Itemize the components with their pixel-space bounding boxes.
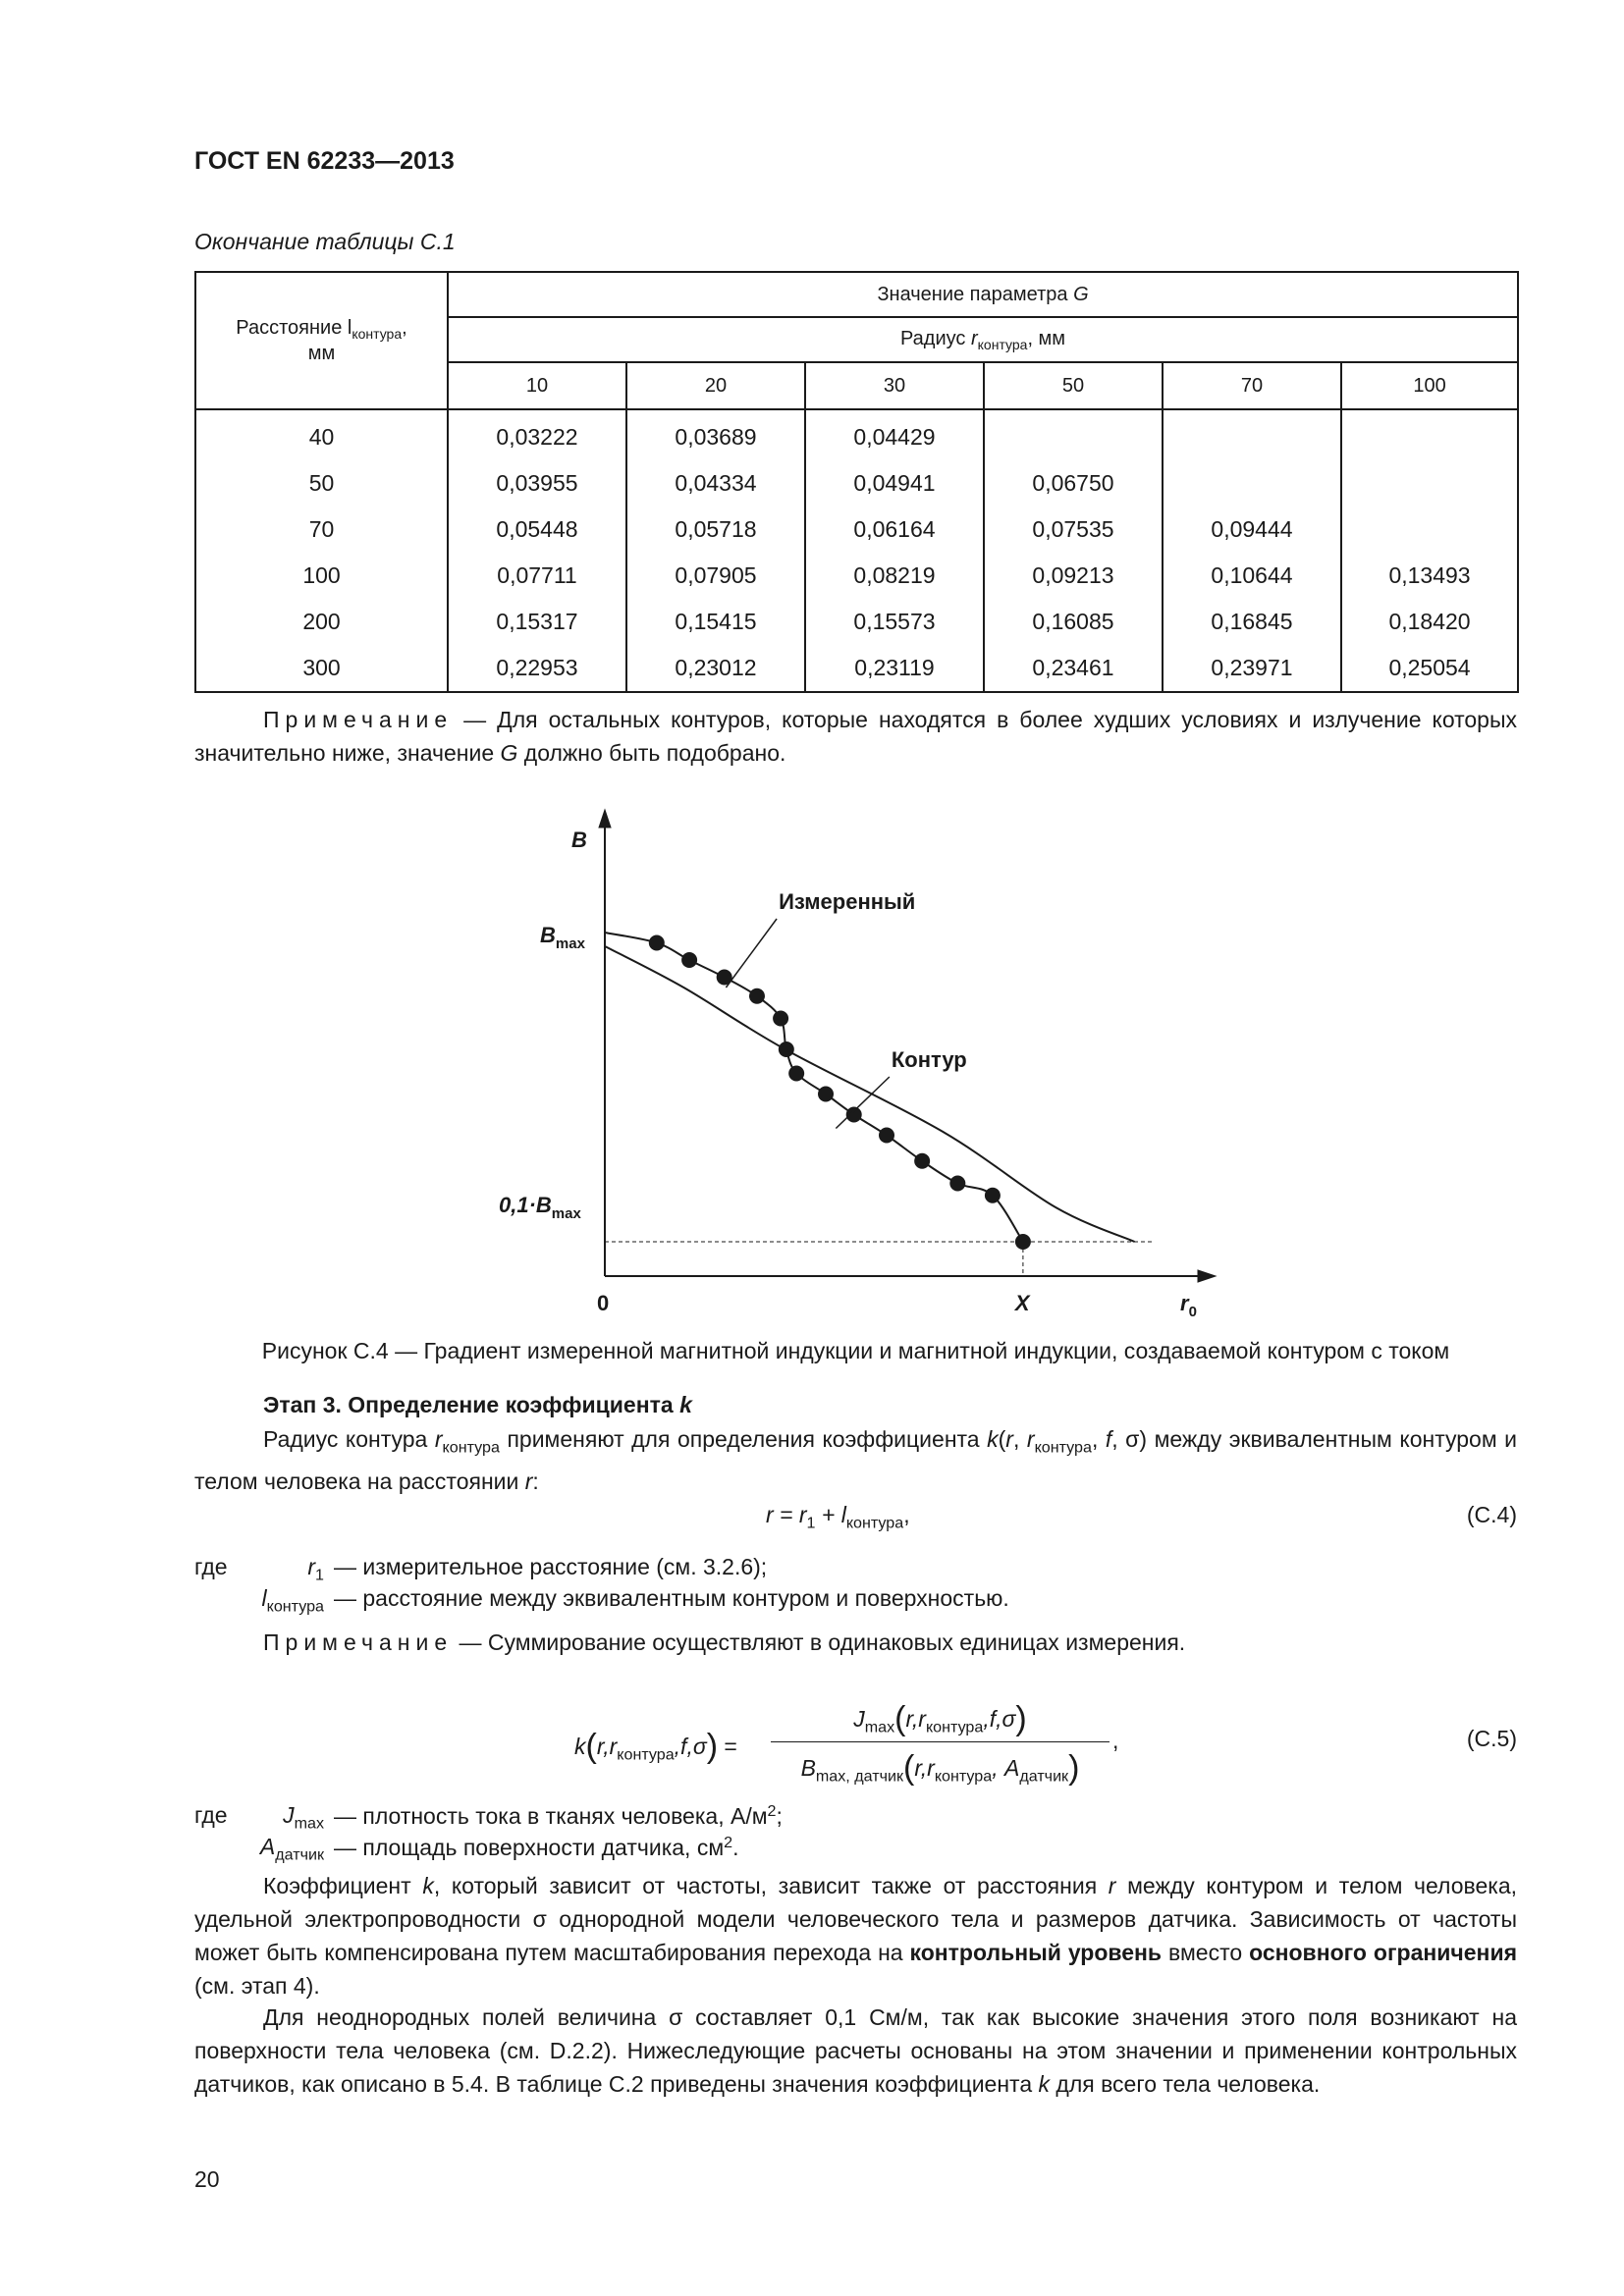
value-cell: 0,23971 (1163, 645, 1341, 692)
x-mark-label: X (1014, 1291, 1030, 1315)
summation-note: Примечание — Суммирование осуществляют в одинаковых единицах измерения. (263, 1629, 1186, 1655)
where-term-r1: $r_1$ (307, 1554, 324, 1584)
eq5-comma: , (1112, 1728, 1119, 1753)
where-def-l-contour: — расстояние между эквивалентным контуром и поверхностью. (334, 1585, 1009, 1611)
equation-c5 (574, 1700, 1183, 1787)
where-def-a-sensor: — площадь поверхности датчика, $см^2$. (334, 1834, 739, 1861)
value-cell (1163, 460, 1341, 507)
y-tick-bmax: $B_{max}$ (540, 923, 585, 952)
value-cell: 0,15317 (448, 599, 626, 645)
y-axis-label: B (571, 828, 587, 852)
value-cell (1341, 460, 1518, 507)
where-term-l-contour: $l_{контура}$ (261, 1585, 324, 1616)
row-label-cell: 40 (195, 409, 448, 460)
value-cell: 0,04941 (805, 460, 984, 507)
measured-point (681, 952, 697, 968)
value-cell: 0,08219 (805, 553, 984, 599)
value-cell: 0,15573 (805, 599, 984, 645)
value-cell: 0,06164 (805, 507, 984, 553)
table-row (195, 553, 1518, 599)
equation-c5-number: (С.5) (1466, 1726, 1517, 1751)
measured-point (879, 1128, 894, 1144)
value-cell: 0,09213 (984, 553, 1163, 599)
where-label: где (194, 1554, 228, 1579)
row-label-cell: 50 (195, 460, 448, 507)
measured-point (1015, 1234, 1031, 1250)
value-cell (1341, 507, 1518, 553)
table-row (195, 460, 1518, 507)
value-cell (984, 409, 1163, 460)
where-label-2: где (194, 1802, 228, 1828)
parameter-g-table (194, 271, 1519, 693)
x-axis-label: $r_0$ (1180, 1291, 1197, 1320)
value-cell: 0,05718 (626, 507, 805, 553)
where-term-jmax: $J_{max}$ (283, 1802, 324, 1833)
contour-curve (605, 946, 1135, 1242)
row-header-cell (195, 272, 448, 409)
column-header: 100 (1341, 362, 1518, 409)
measured-annotation: Измеренный (779, 889, 916, 914)
value-cell: 0,07535 (984, 507, 1163, 553)
measured-point (749, 988, 765, 1004)
table-caption: Окончание таблицы С.1 (194, 229, 456, 254)
eq5-fraction-bar (771, 1741, 1110, 1742)
row-label-cell: 300 (195, 645, 448, 692)
column-header: 50 (984, 362, 1163, 409)
value-cell (1163, 409, 1341, 460)
x-axis-arrow (1198, 1270, 1216, 1282)
value-cell: 0,25054 (1341, 645, 1518, 692)
value-cell: 0,15415 (626, 599, 805, 645)
measured-point (818, 1087, 834, 1102)
measured-leader (726, 919, 777, 988)
row-header-label: Расстояние $l_{контура}$, (236, 316, 407, 342)
value-cell: 0,23012 (626, 645, 805, 692)
value-cell: 0,09444 (1163, 507, 1341, 553)
measured-point (949, 1176, 965, 1192)
row-header-unit: мм (307, 343, 336, 365)
where-def-r1: — измерительное расстояние (см. 3.2.6); (334, 1554, 768, 1579)
value-cell: 0,03955 (448, 460, 626, 507)
value-cell: 0,07711 (448, 553, 626, 599)
eq5-lhs: $k(r,r_{контура},f,\sigma)$ = (574, 1728, 737, 1765)
value-cell: 0,16085 (984, 599, 1163, 645)
table-row (195, 507, 1518, 553)
equation-c4: $r = r_1 + l_{контура}$, (766, 1502, 910, 1532)
measured-point (914, 1153, 930, 1169)
measured-point (773, 1011, 788, 1027)
value-cell: 0,03222 (448, 409, 626, 460)
measured-point (985, 1188, 1001, 1203)
table-note: Примечание — Для остальных контуров, которые находятся в более худших условиях и излучение которых значительно ниже, значение G должно быть подобрано. (194, 707, 1517, 766)
y-tick-0-1-bmax: $0,1\cdot B_{max}$ (499, 1193, 581, 1222)
column-header: 20 (626, 362, 805, 409)
origin-label: 0 (597, 1291, 610, 1315)
value-cell: 0,05448 (448, 507, 626, 553)
value-cell: 0,03689 (626, 409, 805, 460)
value-cell: 0,18420 (1341, 599, 1518, 645)
value-cell: 0,16845 (1163, 599, 1341, 645)
measured-point (649, 935, 665, 951)
row-label-cell: 100 (195, 553, 448, 599)
equation-c4-number: (С.4) (1466, 1502, 1517, 1527)
radius-header: Радиус $r_{контура}$, мм (448, 317, 1518, 362)
column-header: 70 (1163, 362, 1341, 409)
where-term-a-sensor: $A_{датчик}$ (259, 1834, 324, 1864)
value-cell: 0,10644 (1163, 553, 1341, 599)
step3-heading: Этап 3. Определение коэффициента k (263, 1392, 692, 1417)
document-header: ГОСТ EN 62233—2013 (194, 147, 455, 175)
param-g-header: Значение параметра G (448, 272, 1518, 317)
table-row (195, 599, 1518, 645)
paragraph-nonuniform-fields: Для неоднородных полей величина σ составляет 0,1 См/м, так как высокие значения этого поля возникают на поверхности тела человека (см. D.2.2). Нижеследующие расчеты основаны на этом значении и применении контрольных датчиков, как описано в 5.4. В таблице С.2 приведены значения коэффициента k для всего тела человека. (194, 2004, 1517, 2097)
figure-caption: Рисунок С.4 — Градиент измеренной магнитной индукции и магнитной индукции, создаваемой контуром с током (261, 1338, 1450, 1363)
value-cell: 0,04334 (626, 460, 805, 507)
table-row (195, 645, 1518, 692)
figure-c4-chart (481, 800, 1237, 1335)
value-cell: 0,07905 (626, 553, 805, 599)
value-cell: 0,22953 (448, 645, 626, 692)
value-cell: 0,06750 (984, 460, 1163, 507)
value-cell (1341, 409, 1518, 460)
measured-point (788, 1066, 804, 1082)
eq5-numerator: $J_{max}(r,r_{контура},f,\sigma)$ (853, 1700, 1027, 1737)
row-label-cell: 200 (195, 599, 448, 645)
paragraph-radius: Радиус контура $r_{контура}$ применяют для определения коэффициента k(r, $r_{контура}$, f, σ) между эквивалентным контуром и телом человека на расстоянии r: (194, 1426, 1518, 1494)
measured-point (846, 1107, 862, 1123)
table-row (195, 409, 1518, 460)
column-header: 30 (805, 362, 984, 409)
value-cell: 0,13493 (1341, 553, 1518, 599)
where-def-jmax: — плотность тока в тканях человека, $А/м^2$; (334, 1802, 783, 1830)
value-cell: 0,23461 (984, 645, 1163, 692)
row-label-cell: 70 (195, 507, 448, 553)
page-number: 20 (194, 2166, 220, 2192)
y-axis-arrow (599, 810, 611, 828)
paragraph-coefficient-k: Коэффициент k, который зависит от частоты, зависит также от расстояния r между контуром и телом человека, удельной электропроводности σ однородной модели человеческого тела и размеров датчика. Зависимость от частоты может быть компенсирована путем масштабирования перехода на контрольный уровень вместо основного ограничения (см. этап 4). (194, 1873, 1518, 1999)
value-cell: 0,23119 (805, 645, 984, 692)
column-header: 10 (448, 362, 626, 409)
value-cell: 0,04429 (805, 409, 984, 460)
eq5-denominator: $B_{max, датчик}(r,r_{контура}$, $A_{датчик}$) (800, 1749, 1080, 1787)
contour-annotation: Контур (891, 1047, 967, 1072)
